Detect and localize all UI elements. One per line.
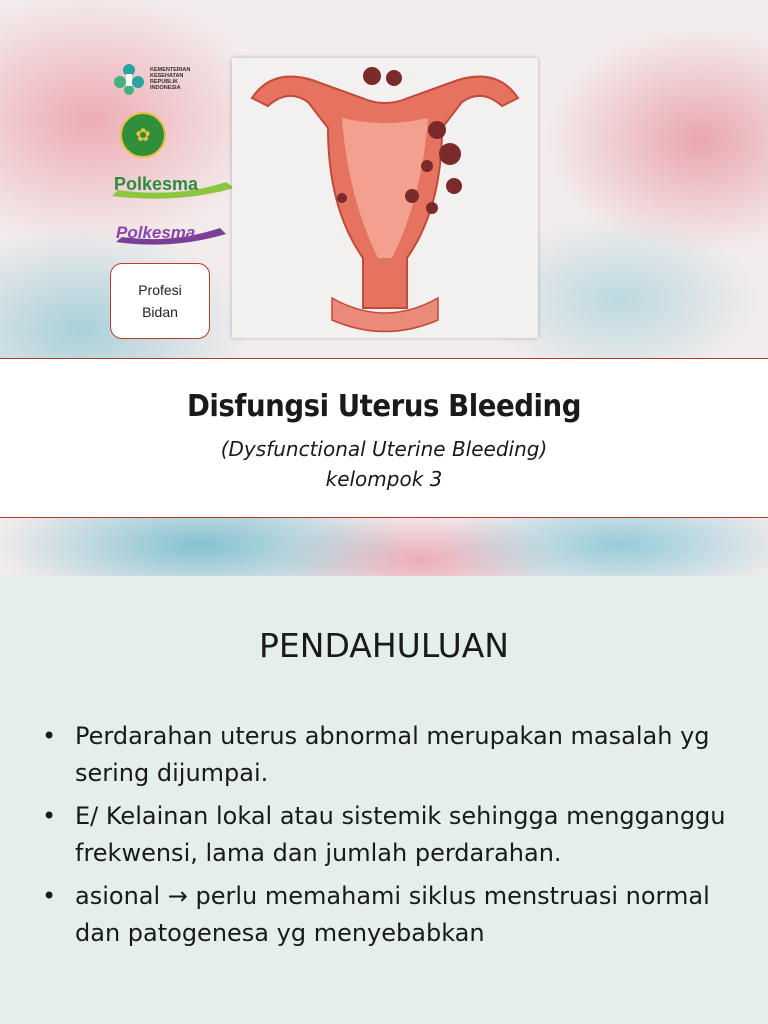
polkesma-logo-green: [108, 170, 238, 204]
profesi-badge: [110, 263, 210, 339]
kemenkes-line-2: KESEHATAN: [150, 73, 184, 79]
polkesma-green-text: Polkesma: [114, 174, 199, 194]
slide-title: Disfungsi Uterus Bleeding: [186, 389, 582, 424]
badge-line-2: Bidan: [142, 304, 178, 320]
uterus-illustration: [232, 58, 538, 338]
kemenkes-line-4: INDONESIA: [150, 85, 181, 91]
bullet-item: • asional → perlu memahami siklus menstruasi normal dan patogenesa yg menyebabkan: [40, 878, 740, 952]
kemenkes-line-3: REPUBLIK: [150, 79, 179, 85]
intro-bullets: [40, 718, 740, 958]
group-label: kelompok 3: [325, 467, 443, 491]
title-box: [0, 358, 768, 518]
slide-subtitle: (Dysfunctional Uterine Bleeding): [220, 437, 548, 461]
polkesma-logo-purple: [112, 218, 232, 252]
intro-slide: [0, 576, 768, 1024]
kemenkes-logo: [112, 62, 190, 96]
intro-heading: PENDAHULUAN: [259, 626, 509, 665]
bullet-item: • E/ Kelainan lokal atau sistemik sehingga mengganggu frekwensi, lama dan jumlah perdarahan.: [40, 798, 740, 872]
institution-seal-icon: ✿: [120, 112, 166, 158]
kemenkes-icon: [112, 62, 146, 96]
badge-line-1: Profesi: [138, 282, 182, 298]
kemenkes-line-1: KEMENTERIAN: [150, 67, 191, 73]
polkesma-purple-text: Polkesma: [116, 223, 196, 242]
bullet-item: • Perdarahan uterus abnormal merupakan masalah yg sering dijumpai.: [40, 718, 740, 792]
